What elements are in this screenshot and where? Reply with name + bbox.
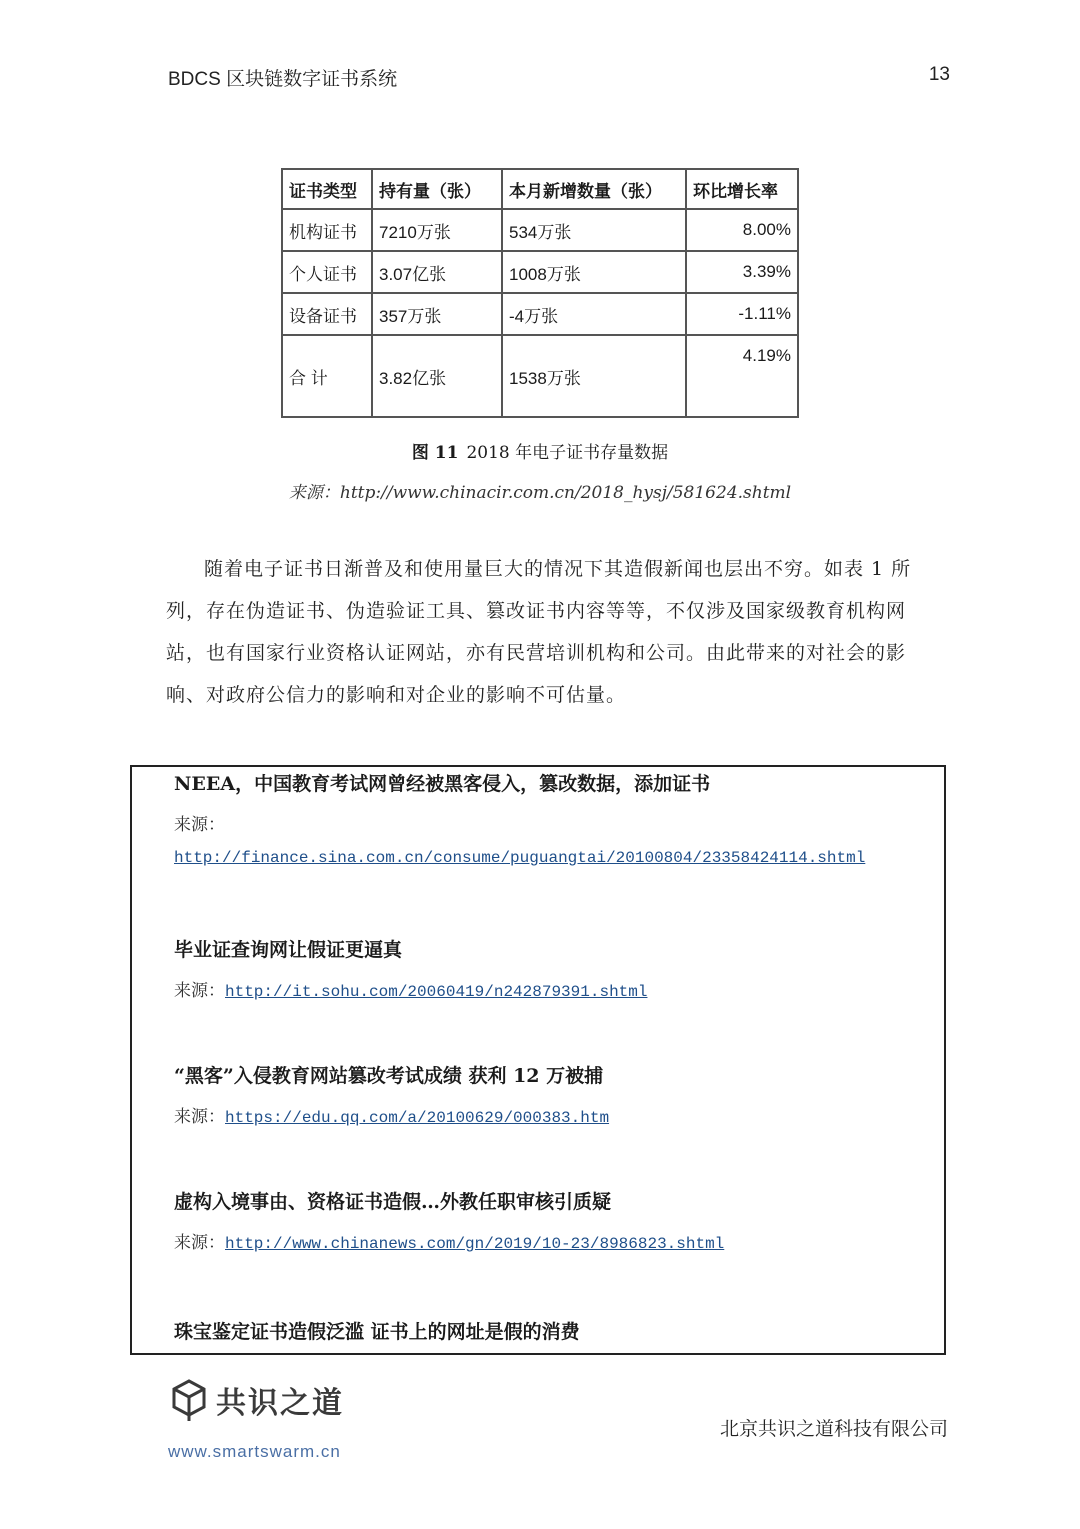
table-cell: 3.39%	[686, 251, 798, 293]
body-paragraph: 随着电子证书日渐普及和使用量巨大的情况下其造假新闻也层出不穷。如表 1 所列，存在伪造证书、伪造验证工具、篡改证书内容等等，不仅涉及国家级教育机构网站，也有国家行业资格认证网站，亦有民营培训机构和公司。由此带来的对社会的影响、对政府公信力的影响和对企业的影响不可估量。	[166, 558, 912, 706]
news-list-box	[130, 765, 946, 1355]
table-cell: 3.82亿张	[372, 335, 502, 417]
table-row	[282, 251, 798, 293]
news-title: 珠宝鉴定证书造假泛滥 证书上的网址是假的消费	[174, 1321, 580, 1343]
table-row	[282, 293, 798, 335]
table-cell: 4.19%	[686, 335, 798, 417]
news-title: NEEA，中国教育考试网曾经被黑客侵入，篡改数据，添加证书	[174, 773, 711, 795]
news-item	[174, 1187, 724, 1253]
table-cell: 1538万张	[502, 335, 686, 417]
logo-text: 共识之道	[216, 1386, 344, 1421]
table-cell: 个人证书	[282, 251, 372, 293]
news-title: 虚构入境事由、资格证书造假…外教任职审核引质疑	[174, 1191, 612, 1213]
news-item	[174, 935, 647, 1001]
page-number: 13	[928, 64, 950, 85]
table-cell: 3.07亿张	[372, 251, 502, 293]
news-source	[174, 976, 647, 1001]
table-cell: 设备证书	[282, 293, 372, 335]
table-cell: -4万张	[502, 293, 686, 335]
table-cell: 合 计	[282, 335, 372, 417]
footer-company-name: 北京共识之道科技有限公司	[719, 1419, 948, 1440]
table-cell: 机构证书	[282, 209, 372, 251]
certificate-stock-table	[281, 168, 799, 418]
table-header-row	[282, 169, 798, 209]
table-cell: 357万张	[372, 293, 502, 335]
figure-caption-text: 2018 年电子证书存量数据	[466, 443, 669, 463]
news-item	[174, 1061, 609, 1127]
news-source	[174, 1228, 724, 1253]
news-item	[174, 769, 865, 867]
table-cell: 7210万张	[372, 209, 502, 251]
company-logo	[172, 1378, 344, 1422]
column-header: 持有量（张）	[372, 169, 502, 209]
news-source-label: 来源：	[174, 815, 225, 835]
news-source-link[interactable]: http://it.sohu.com/20060419/n242879391.shtml	[225, 983, 648, 1001]
column-header: 证书类型	[282, 169, 372, 209]
news-source-label: 来源：	[174, 981, 225, 1001]
news-source-label: 来源：	[174, 1233, 225, 1253]
figure-label: 图 11	[411, 443, 459, 463]
news-source	[174, 1102, 609, 1127]
news-title: 毕业证查询网让假证更逼真	[174, 939, 403, 961]
table-row	[282, 209, 798, 251]
page-header	[168, 64, 950, 91]
document-title: BDCS 区块链数字证书系统	[168, 69, 398, 90]
footer-website: www.smartswarm.cn	[168, 1442, 341, 1461]
table-cell: 534万张	[502, 209, 686, 251]
table-cell: -1.11%	[686, 293, 798, 335]
figure-source: 来源：http://www.chinacir.com.cn/2018_hysj/581624.shtml	[288, 483, 792, 503]
column-header: 本月新增数量（张）	[502, 169, 686, 209]
news-source-link[interactable]: http://www.chinanews.com/gn/2019/10-23/8986823.shtml	[225, 1235, 725, 1253]
figure-caption	[0, 438, 1080, 463]
table-cell: 8.00%	[686, 209, 798, 251]
logo-cube-icon	[172, 1379, 206, 1421]
news-item	[174, 1317, 580, 1344]
column-header: 环比增长率	[686, 169, 798, 209]
news-source-link[interactable]: http://finance.sina.com.cn/consume/puguangtai/20100804/23358424114.shtml	[174, 849, 866, 867]
news-title: “黑客”入侵教育网站篡改考试成绩 获利 12 万被捕	[174, 1065, 604, 1087]
table-cell: 1008万张	[502, 251, 686, 293]
news-source-link[interactable]: https://edu.qq.com/a/20100629/000383.htm	[225, 1109, 610, 1127]
table-total-row	[282, 335, 798, 417]
news-source-label: 来源：	[174, 1107, 225, 1127]
